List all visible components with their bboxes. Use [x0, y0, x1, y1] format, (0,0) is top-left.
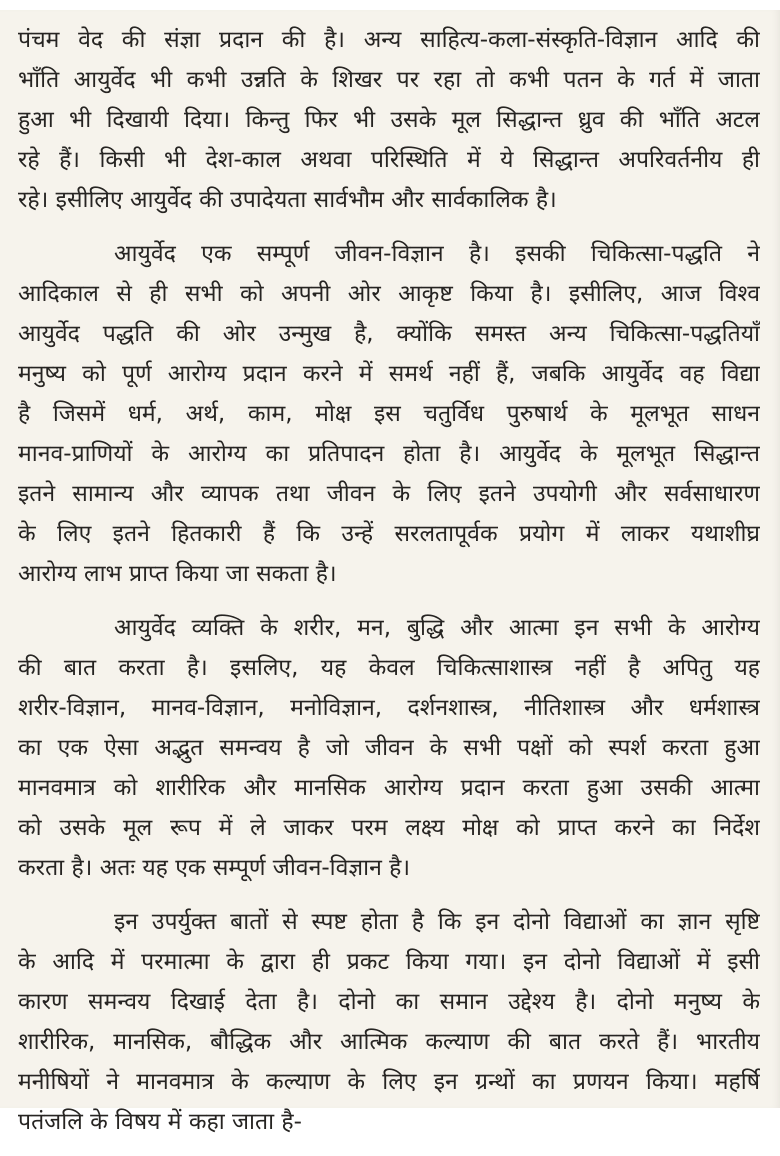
body-text: [18, 20, 760, 1156]
text-line: आयुर्वेद पद्धति की ओर उन्मुख है, क्योंकि समस्त अन्य चिकित्सा-पद्धतियाँ: [18, 321, 760, 347]
text-line: हुआ भी दिखायी दिया। किन्तु फिर भी उसके मूल सिद्धान्त ध्रुव की भाँति अटल: [18, 107, 760, 133]
text-line: मनीषियों ने मानवमात्र के कल्याण के लिए इन ग्रन्थों का प्रणयन किया। महर्षि: [18, 1069, 760, 1095]
text-line: आरोग्य लाभ प्राप्त किया जा सकता है।: [18, 561, 337, 587]
text-line: इतने सामान्य और व्यापक तथा जीवन के लिए इतने उपयोगी और सर्वसाधारण: [18, 481, 760, 507]
text-line: मनुष्य को पूर्ण आरोग्य प्रदान करने में समर्थ नहीं हैं, जबकि आयुर्वेद वह विद्या: [18, 361, 760, 387]
paragraph-4: [18, 902, 760, 1142]
text-line: शारीरिक, मानसिक, बौद्धिक और आत्मिक कल्याण की बात करते हैं। भारतीय: [18, 1029, 760, 1055]
text-line: मानव-प्राणियों के आरोग्य का प्रतिपादन होता है। आयुर्वेद के मूलभूत सिद्धान्त: [18, 441, 760, 467]
text-line: को उसके मूल रूप में ले जाकर परम लक्ष्य मोक्ष को प्राप्त करने का निर्देश: [18, 815, 760, 841]
paragraph-2: [18, 234, 760, 594]
text-line: इन उपर्युक्त बातों से स्पष्ट होता है कि इन दोनो विद्याओं का ज्ञान सृष्टि: [114, 909, 760, 935]
text-line: के आदि में परमात्मा के द्वारा ही प्रकट किया गया। इन दोनो विद्याओं में इसी: [18, 949, 760, 975]
text-line: पंचम वेद की संज्ञा प्रदान की है। अन्य साहित्य-कला-संस्कृति-विज्ञान आदि की: [18, 27, 760, 53]
text-line: के लिए इतने हितकारी हैं कि उन्हें सरलतापूर्वक प्रयोग में लाकर यथाशीघ्र: [18, 521, 760, 547]
text-line: भाँति आयुर्वेद भी कभी उन्नति के शिखर पर रहा तो कभी पतन के गर्त में जाता: [18, 67, 760, 93]
paragraph-3: [18, 608, 760, 888]
text-line: रहे हैं। किसी भी देश-काल अथवा परिस्थिति में ये सिद्धान्त अपरिवर्तनीय ही: [18, 147, 760, 173]
text-line: शरीर-विज्ञान, मानव-विज्ञान, मनोविज्ञान, दर्शनशास्त्र, नीतिशास्त्र और धर्मशास्त्र: [18, 695, 760, 721]
text-line: है जिसमें धर्म, अर्थ, काम, मोक्ष इस चतुर्विध पुरुषार्थ के मूलभूत साधन: [18, 401, 760, 427]
text-line: कारण समन्वय दिखाई देता है। दोनो का समान उद्देश्य है। दोनो मनुष्य के: [18, 989, 760, 1015]
text-line: रहे। इसीलिए आयुर्वेद की उपादेयता सार्वभौम और सार्वकालिक है।: [18, 187, 557, 213]
text-line: की बात करता है। इसलिए, यह केवल चिकित्साशास्त्र नहीं है अपितु यह: [18, 655, 760, 681]
text-line: आयुर्वेद व्यक्ति के शरीर, मन, बुद्धि और आत्मा इन सभी के आरोग्य: [114, 615, 760, 641]
text-line: पतंजलि के विषय में कहा जाता है-: [18, 1109, 302, 1135]
book-page: [0, 10, 780, 1135]
text-line: मानवमात्र को शारीरिक और मानसिक आरोग्य प्रदान करता हुआ उसकी आत्मा: [18, 775, 760, 801]
text-line: का एक ऐसा अद्भुत समन्वय है जो जीवन के सभी पक्षों को स्पर्श करता हुआ: [18, 735, 760, 761]
text-line: करता है। अतः यह एक सम्पूर्ण जीवन-विज्ञान है।: [18, 855, 411, 881]
text-line: आयुर्वेद एक सम्पूर्ण जीवन-विज्ञान है। इसकी चिकित्सा-पद्धति ने: [114, 241, 760, 267]
paragraph-1: [18, 20, 760, 220]
text-line: आदिकाल से ही सभी को अपनी ओर आकृष्ट किया है। इसीलिए, आज विश्व: [18, 281, 760, 307]
